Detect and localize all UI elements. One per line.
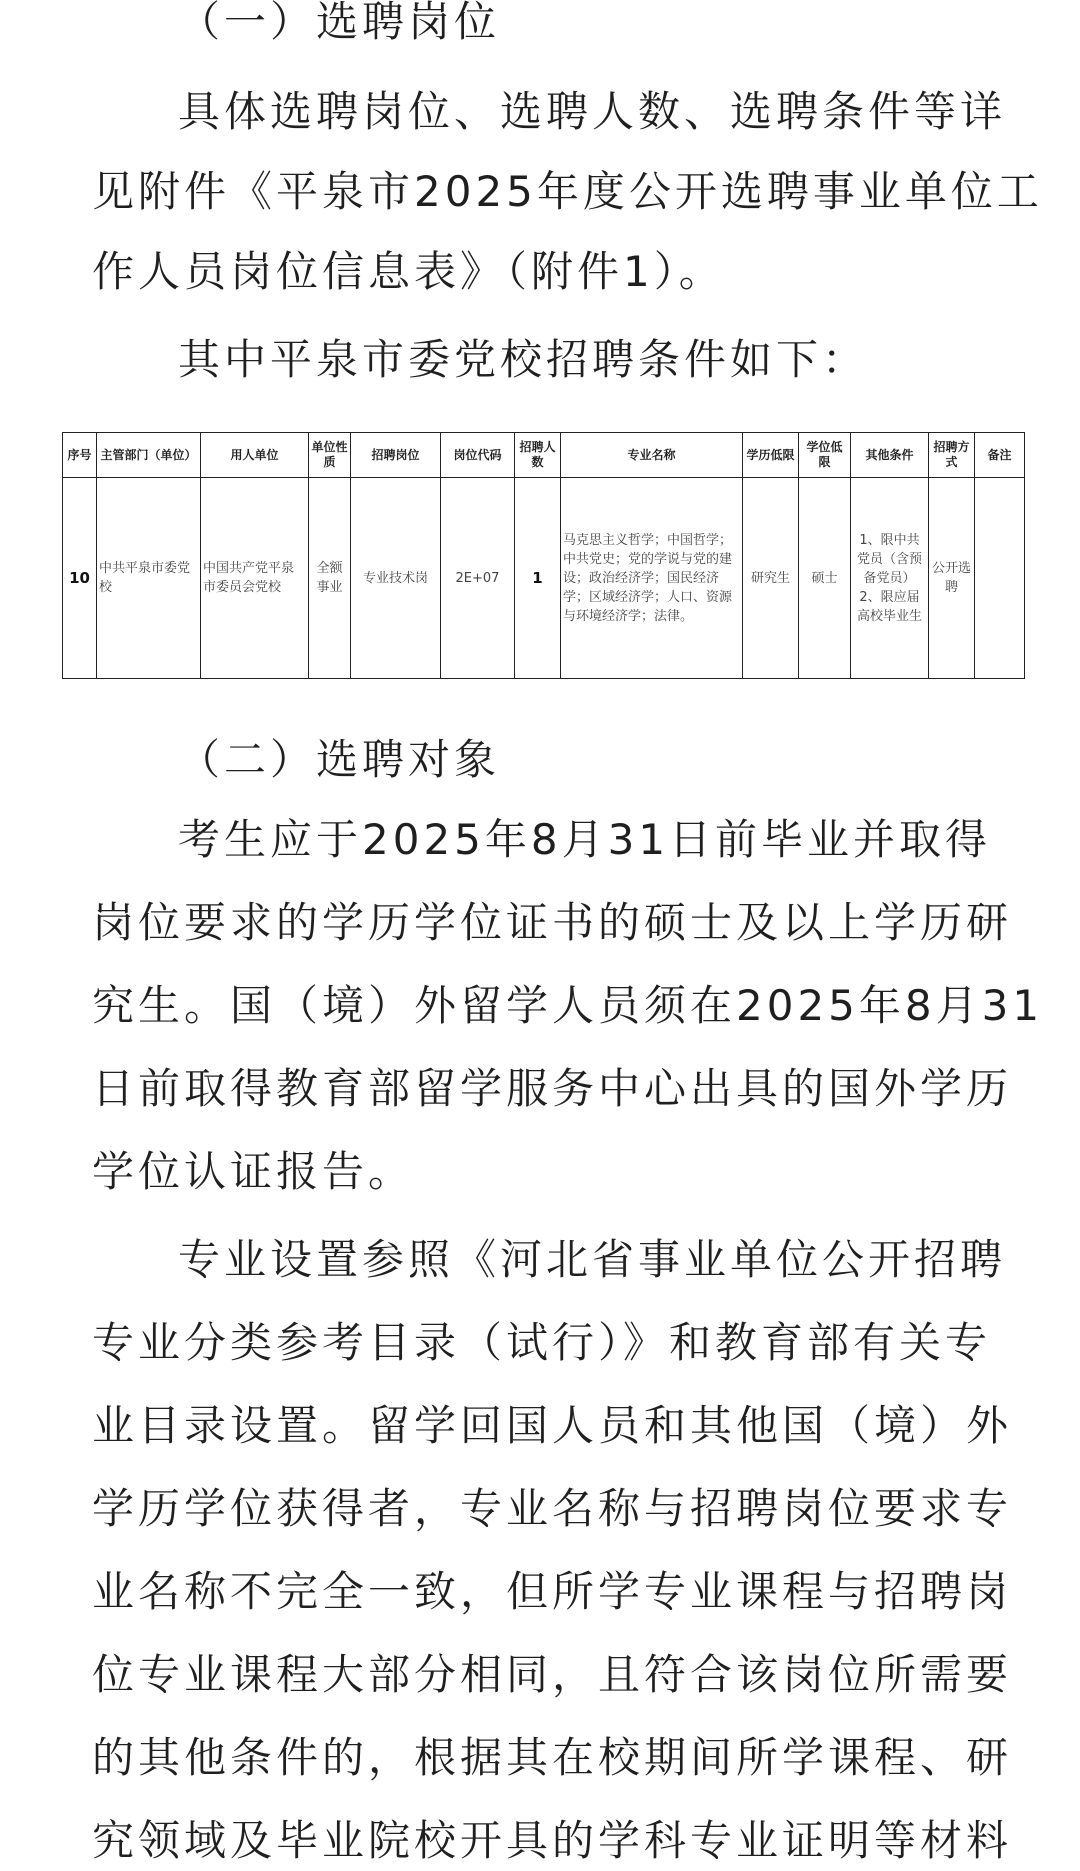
text-line: 学历学位获得者，专业名称与招聘岗位要求专 — [92, 1484, 1013, 1533]
text-line: 专业设置参照《河北省事业单位公开招聘 — [178, 1235, 1007, 1284]
cell-count: 1 — [515, 478, 561, 679]
header-edu: 学历低限 — [743, 433, 799, 478]
cell-edu: 研究生 — [743, 478, 799, 679]
table-header-row — [63, 433, 1025, 478]
text-line: 专业分类参考目录（试行）》和教育部有关专 — [92, 1318, 992, 1367]
job-info-table — [62, 432, 1024, 682]
header-degree: 学位低限 — [799, 433, 851, 478]
text-line: 业目录设置。留学回国人员和其他国（境）外 — [92, 1401, 1013, 1450]
table-row — [63, 478, 1025, 679]
section2-heading: （二）选聘对象 — [178, 735, 501, 784]
text-line: 日前取得教育部留学服务中心出具的国外学历 — [92, 1064, 1013, 1113]
text-line: 究生。国（境）外留学人员须在2025年8月31 — [92, 981, 1044, 1030]
text-line: 位专业课程大部分相同，且符合该岗位所需要 — [92, 1650, 1013, 1699]
cell-post: 专业技术岗 — [351, 478, 441, 679]
header-note: 备注 — [975, 433, 1025, 478]
header-seq: 序号 — [63, 433, 97, 478]
cell-code: 2E+07 — [441, 478, 515, 679]
cell-seq: 10 — [63, 478, 97, 679]
cell-degree: 硕士 — [799, 478, 851, 679]
header-code: 岗位代码 — [441, 433, 515, 478]
section1-heading: （一）选聘岗位 — [178, 0, 501, 46]
text-line: 具体选聘岗位、选聘人数、选聘条件等详 — [178, 87, 1007, 136]
header-employer: 用人单位 — [201, 433, 309, 478]
cell-major: 马克思主义哲学；中国哲学；中共党史；党的学说与党的建设；政治经济学；国民经济学；区域经济学；人口、资源与环境经济学；法律。 — [561, 478, 743, 679]
header-count: 招聘人数 — [515, 433, 561, 478]
cell-dept: 中共平泉市委党校 — [97, 478, 201, 679]
header-nature: 单位性质 — [309, 433, 351, 478]
table-intro: 其中平泉市委党校招聘条件如下： — [178, 335, 869, 384]
text-line: 见附件《平泉市2025年度公开选聘事业单位工 — [92, 167, 1043, 216]
cell-method: 公开选聘 — [929, 478, 975, 679]
header-other: 其他条件 — [851, 433, 929, 478]
header-dept: 主管部门（单位） — [97, 433, 201, 478]
text-line: 岗位要求的学历学位证书的硕士及以上学历研 — [92, 898, 1013, 947]
text-line: 业名称不完全一致，但所学专业课程与招聘岗 — [92, 1567, 1013, 1616]
cell-note — [975, 478, 1025, 679]
text-line: 学位认证报告。 — [92, 1147, 415, 1196]
cell-nature: 全额事业 — [309, 478, 351, 679]
header-post: 招聘岗位 — [351, 433, 441, 478]
cell-other: 1、限中共党员（含预备党员）2、限应届高校毕业生 — [851, 478, 929, 679]
text-line: 究领域及毕业院校开具的学科专业证明等材料 — [92, 1816, 1013, 1865]
text-line: 作人员岗位信息表》（附件1）。 — [92, 247, 725, 296]
header-method: 招聘方式 — [929, 433, 975, 478]
text-line: 考生应于2025年8月31日前毕业并取得 — [178, 815, 992, 864]
text-line: 的其他条件的，根据其在校期间所学课程、研 — [92, 1733, 1013, 1782]
cell-employer: 中国共产党平泉市委员会党校 — [201, 478, 309, 679]
header-major: 专业名称 — [561, 433, 743, 478]
